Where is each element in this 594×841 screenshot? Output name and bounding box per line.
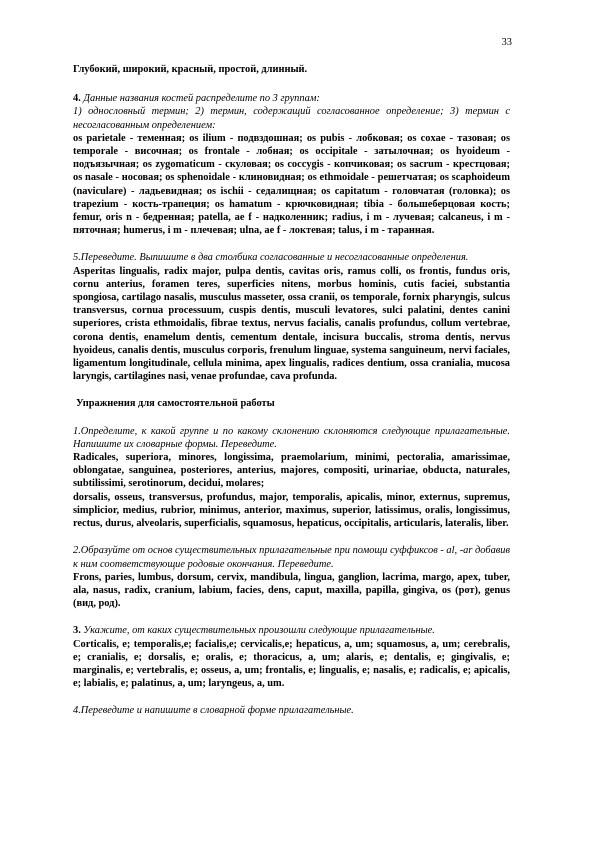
self-exercise-1-instruction: 1.Определите, к какой группе и по какому склонению склоняются следующие прилагательные. Напишите их словарные формы. Переведите. bbox=[73, 425, 510, 450]
exercise-4-terms: os parietale - теменная; os ilium - подвздошная; os pubis - лобковая; os coxae - тазовая; os temporale - височная; os frontale - лобная; os occipitale - затылочная; os hyoideum - подъязычная; os zygomaticum - скуловая; os coccygis - копчиковая; os sacrum - крестцовая; os nasale - носовая; os sphenoidale - клиновидная; os ethmoidale - решетчатая; os scaphoideum (naviculare) - ладьевидная; os ischii - седалищная; os capitatum - головчатая (головка); os trapezium - кость-трапеция; os hamatum - крючковидная; tibia - большеберцовая кость; femur, oris n - бедренная; patella, ae f - надколенник; radius, i m - лучевая; calcaneus, i m - пяточная; humerus, i m - плечевая; ulna, ae f - локтевая; talus, i m - таранная. bbox=[73, 132, 510, 237]
self-exercise-1-terms-b: dorsalis, osseus, transversus, profundus, major, temporalis, apicalis, minor, externus, supremus, simplicior, medius, rubrior, minimus, anterior, maximus, superior, latissimus, oralis, longissimus, rectus, durus, alveolaris, superficialis, squamosus, hepaticus, occipitalis, articularis, lateralis, liber. bbox=[73, 491, 510, 530]
self-exercise-3-terms: Corticalis, e; temporalis,e; facialis,e; cervicalis,e; hepaticus, a, um; squamosus, a, um; cerebralis, e; cranialis, e; dorsalis, e; oralis, e; thoracicus, a, um; alaris, e; dentalis, e; gingivalis, e; marginalis, e; vertebralis, e; osseus, a, um; frontalis, e; lingualis, e; nasalis, e; radicalis, e; apicalis, e; labialis, e; palatinus, a, um; laryngeus, a, um. bbox=[73, 638, 510, 690]
exercise-4-number: 4. bbox=[73, 93, 81, 105]
self-exercise-1-terms-a: Radicales, superiora, minores, longissima, praemolarium, minimi, pectoralia, amarissimae, oblongatae, sanguinea, posteriores, anterius, majores, compositi, urinariae, obducta, naturales, subtilissimi, serotinorum, decidui, molares; bbox=[73, 452, 510, 490]
exercise-5-terms: Asperitas lingualis, radix major, pulpa dentis, cavitas oris, ramus colli, os frontis, fundus oris, cornu anterius, foramen teres, superficies nitens, morbus hominis, cutis faciei, substantia spongiosa, cartilago nasalis, musculus masseter, ossa cranii, os temporale, fornix pharyngis, sulcus transversus, cornua processuum, cuspis dentis, musculi levatores, sulci palatini, dentes canini superiores, crista ethmoidalis, fibrae textus, nervus facialis, canalis profundus, collum vertebrae, corona dentis, enamelum dentis, cementum dentale, incisura buccalis, stroma dentis, nervus hyoideus, canalis dentis, musculus corporis, frenulum linguae, systema sanguineum, nervi faciales, ligamentum longitudinale, cellula minima, apex lingualis, radices dentium, ossa cranialia, mucosa laryngis, cartilagines nasi, venae profundae, cava profunda. bbox=[73, 265, 510, 383]
exercise-4-groups: 1) однословный термин; 2) термин, содержащий согласованное определение; 3) термин с несогласованным определением: bbox=[73, 106, 510, 131]
self-exercise-2-terms: Frons, paries, lumbus, dorsum, cervix, mandibula, lingua, ganglion, lacrima, margo, apex, tuber, ala, nasus, radix, cranium, labium, facies, dens, caput, maxilla, papilla, gingiva, os (рот), genus (вид, род). bbox=[73, 571, 510, 610]
self-exercise-2-instruction: 2.Образуйте от основ существительных прилагательные при помощи суффиксов - al, -ar добавив к ним соответствующие родовые окончания. Переведите. bbox=[73, 545, 510, 570]
self-exercise-4-instruction: 4.Переведите и напишите в словарной форме прилагательные. bbox=[73, 705, 354, 717]
self-exercise-3-text: Укажите, от каких существительных произошли следующие прилагательные. bbox=[80, 625, 435, 637]
exercise-5-instruction: 5.Переведите. Выпишите в два столбика согласованные и несогласованные определения. bbox=[73, 252, 469, 264]
intro-line: Глубокий, широкий, красный, простой, длинный. bbox=[73, 64, 308, 75]
page-number: 33 bbox=[501, 37, 512, 48]
self-exercise-3-instruction bbox=[73, 624, 510, 637]
self-exercise-3-number: 3. bbox=[73, 625, 81, 637]
exercise-4-text: Данные названия костей распределите по 3 группам: bbox=[80, 93, 320, 105]
exercise-4-instruction bbox=[73, 92, 510, 105]
section-heading: Упражнения для самостоятельной работы bbox=[76, 398, 275, 410]
